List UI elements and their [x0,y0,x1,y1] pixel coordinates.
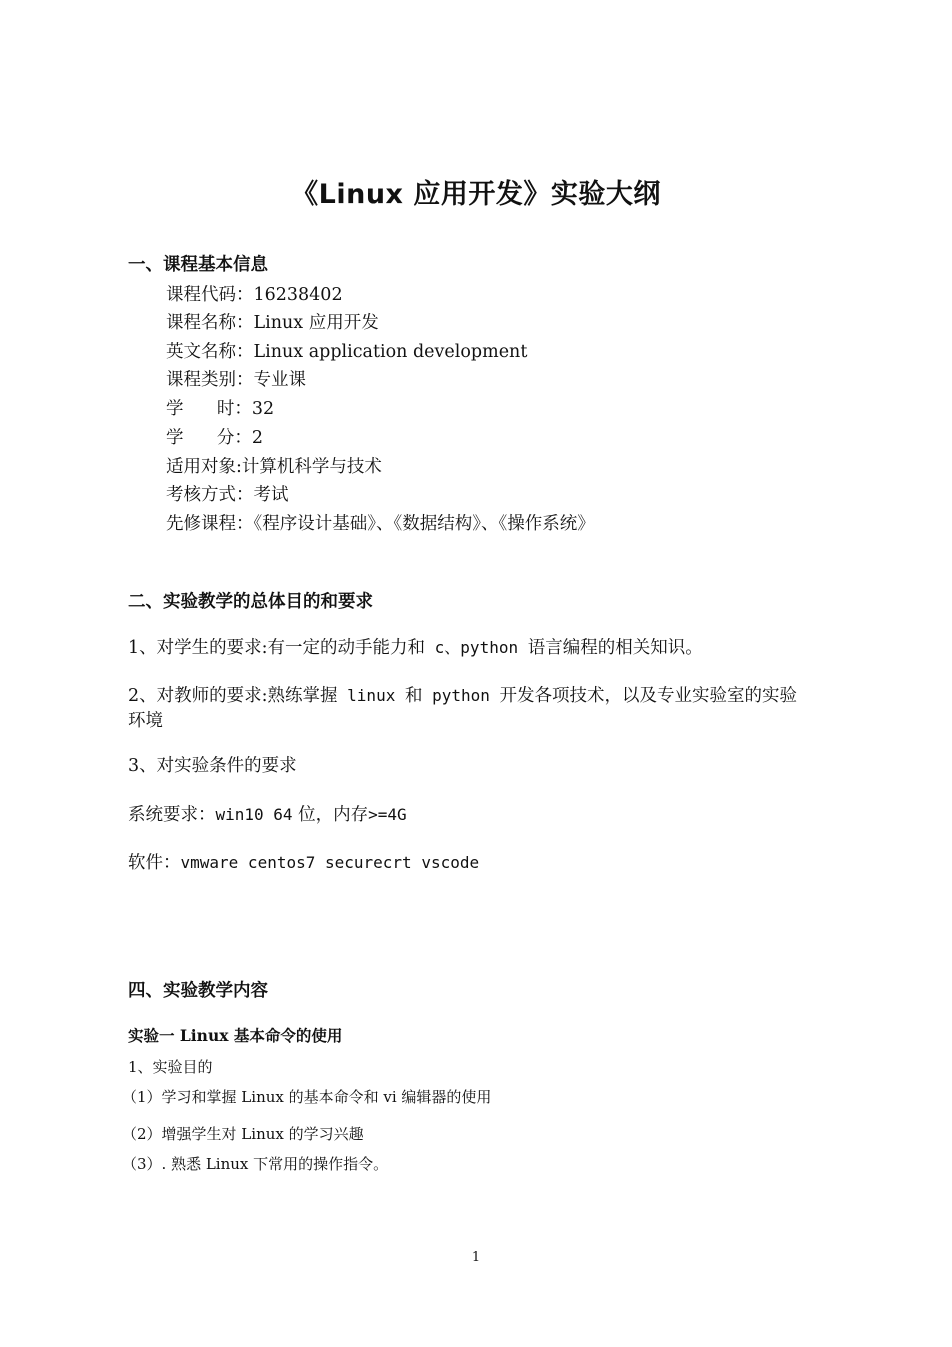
paragraph-teacher-requirements [128,683,838,734]
info-assessment [166,481,289,506]
paragraph-lab-conditions: 3、对实验条件的要求 [128,756,297,776]
text: 环境 [128,711,163,731]
text: 系统要求： [128,805,216,825]
info-label: 学 时： [166,399,252,419]
info-course-code [166,281,343,306]
text-mono: >=4G [368,805,407,824]
info-target-audience [166,453,382,478]
info-english-name [166,338,527,363]
info-value: 计算机科学与技术 [241,457,382,477]
info-hours [166,395,274,420]
section-heading-objectives: 二、实验教学的总体目的和要求 [128,592,373,612]
text: 1、对学生的要求:有一定的动手能力和 [128,638,426,658]
info-label: 课程名称： [166,313,254,333]
info-course-type [166,366,306,391]
info-value: 考试 [253,485,289,505]
info-credits [166,424,263,449]
info-value: 16238402 [253,285,343,305]
text: 和 [404,686,423,706]
text-mono: win10 64 [215,805,293,824]
info-course-name [166,309,379,334]
info-value: 《程序设计基础》、《数据结构》、《操作系统》 [253,514,595,534]
list-item: （1）学习和掌握 Linux 的基本命令和 vi 编辑器的使用 [122,1088,492,1106]
info-prerequisites [166,510,595,535]
info-label: 考核方式： [166,485,254,505]
text: 位，内存 [292,805,369,825]
text: 语言编程的相关知识。 [527,638,703,658]
paragraph-software [128,850,838,876]
info-value: 2 [251,428,264,448]
text-mono: c、python [425,638,528,657]
info-label: 先修课程： [166,514,254,534]
text-mono: vmware centos7 securecrt vscode [180,853,480,872]
info-label: 适用对象: [166,457,242,477]
info-label: 英文名称： [166,342,254,362]
section-heading-basic-info: 一、课程基本信息 [128,255,268,275]
paragraph-student-requirements [128,635,838,661]
purpose-heading: 1、实验目的 [128,1058,213,1076]
page-number: 1 [471,1250,481,1265]
text-mono: linux [337,686,405,705]
info-value: 32 [251,399,275,419]
text: 开发各项技术，以及专业实验室的实验 [499,686,798,706]
paragraph-system-requirements [128,802,838,828]
info-label: 学 分： [166,428,252,448]
document-title: 《Linux 应用开发》实验大纲 [291,179,661,210]
experiment-title: 实验一 Linux 基本命令的使用 [128,1026,343,1045]
section-heading-content: 四、实验教学内容 [128,981,268,1001]
info-label: 课程类别： [166,370,254,390]
text-mono: python [422,686,500,705]
info-value: Linux 应用开发 [253,313,379,333]
text: 2、对教师的要求:熟练掌握 [128,686,338,706]
list-item: （2）增强学生对 Linux 的学习兴趣 [122,1125,364,1143]
list-item: （3）. 熟悉 Linux 下常用的操作指令。 [122,1155,389,1173]
info-label: 课程代码： [166,285,254,305]
text: 软件： [128,853,181,873]
info-value: 专业课 [253,370,306,390]
info-value: Linux application development [253,342,528,362]
